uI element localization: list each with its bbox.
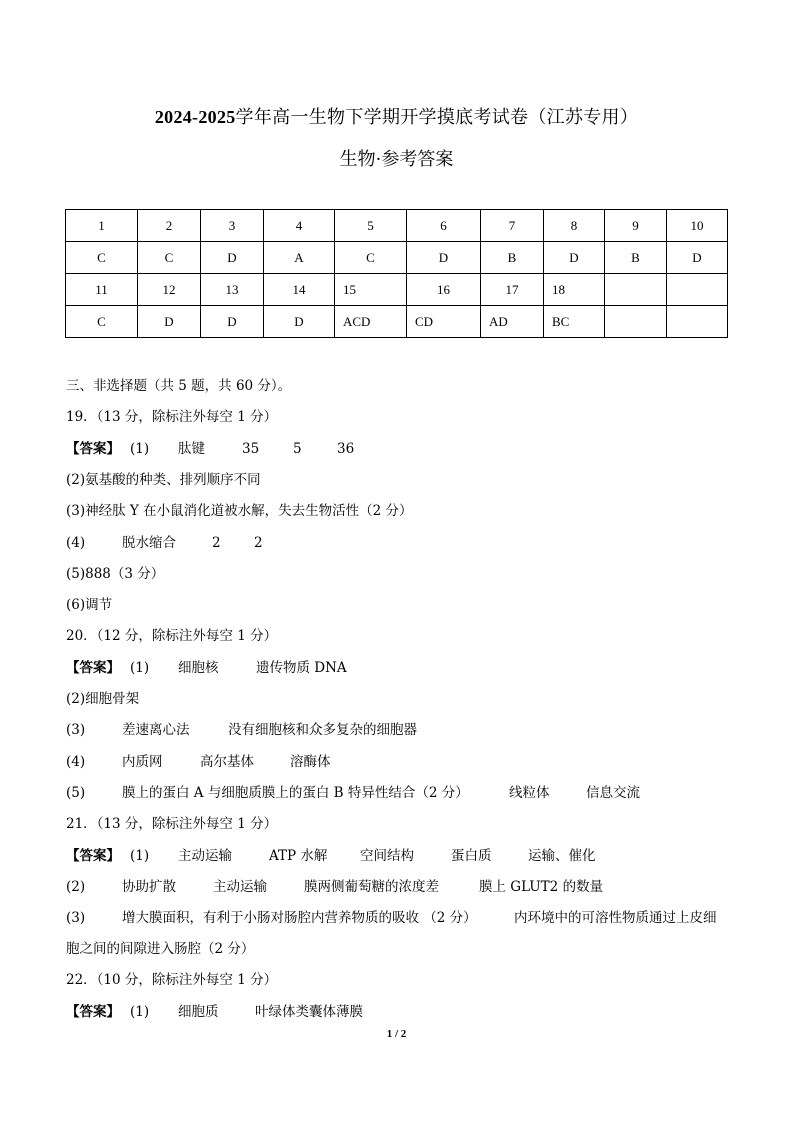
answer-20-2: (2)细胞骨架: [66, 691, 140, 707]
table-row: [66, 210, 728, 242]
table-cell: D: [138, 306, 201, 338]
page-number: 1 / 2: [386, 1028, 407, 1040]
table-cell: D: [544, 242, 605, 274]
table-cell: 15: [335, 274, 407, 306]
answer-21-1: 【答案】 (1) 主动运输 ATP 水解 空间结构 蛋白质 运输、催化: [66, 848, 596, 864]
answer-20-3: (3) 差速离心法 没有细胞核和众多复杂的细胞器: [66, 722, 417, 738]
page-subtitle: 生物·参考答案: [339, 149, 454, 170]
table-cell: C: [66, 242, 138, 274]
table-cell: 9: [605, 210, 667, 242]
table-cell: [605, 306, 667, 338]
answer-20-1: 【答案】 (1) 细胞核 遗传物质 DNA: [66, 660, 347, 676]
table-cell: D: [201, 242, 264, 274]
table-cell: [605, 274, 667, 306]
table-cell: C: [138, 242, 201, 274]
question-header-19: 19．（13 分，除标注外每空 1 分）: [66, 409, 278, 425]
answer-21-3-cont: 胞之间的间隙进入肠腔（2 分）: [66, 941, 255, 957]
table-cell: [667, 306, 728, 338]
table-cell: D: [407, 242, 481, 274]
answer-19-3: (3)神经肽 Y 在小鼠消化道被水解，失去生物活性（2 分）: [66, 503, 413, 519]
answer-21-2: (2) 协助扩散 主动运输 膜两侧葡萄糖的浓度差 膜上 GLUT2 的数量: [66, 879, 604, 895]
answer-22-1: 【答案】 (1) 细胞质 叶绿体类囊体薄膜: [66, 1004, 363, 1020]
answer-20-5: (5) 膜上的蛋白 A 与细胞质膜上的蛋白 B 特异性结合（2 分） 线粒体 信息交流: [66, 785, 640, 801]
table-cell: C: [66, 306, 138, 338]
table-cell: 6: [407, 210, 481, 242]
table-cell: D: [667, 242, 728, 274]
answer-19-2: (2)氨基酸的种类、排列顺序不同: [66, 472, 261, 488]
table-cell: D: [201, 306, 264, 338]
table-cell: 18: [544, 274, 605, 306]
table-cell: 7: [481, 210, 544, 242]
table-cell: 14: [264, 274, 335, 306]
table-cell: B: [481, 242, 544, 274]
table-cell: 10: [667, 210, 728, 242]
table-cell: 16: [407, 274, 481, 306]
table-cell: [667, 274, 728, 306]
table-cell: 12: [138, 274, 201, 306]
table-cell: CD: [407, 306, 481, 338]
answer-19-1: 【答案】 (1) 肽键 35 5 36: [66, 441, 355, 457]
table-cell: 13: [201, 274, 264, 306]
question-header-21: 21．（13 分，除标注外每空 1 分）: [66, 816, 278, 832]
table-cell: 11: [66, 274, 138, 306]
table-cell: 3: [201, 210, 264, 242]
table-cell: C: [335, 242, 407, 274]
table-row: [66, 242, 728, 274]
table-cell: 5: [335, 210, 407, 242]
table-cell: BC: [544, 306, 605, 338]
table-row: [66, 306, 728, 338]
question-header-20: 20．（12 分，除标注外每空 1 分）: [66, 628, 278, 644]
table-cell: AD: [481, 306, 544, 338]
page-title: 2024-2025学年高一生物下学期开学摸底考试卷（江苏专用）: [154, 107, 639, 128]
answer-19-6: (6)调节: [66, 597, 113, 613]
table-cell: 4: [264, 210, 335, 242]
section-heading: 三、非选择题（共 5 题，共 60 分）。: [66, 378, 292, 394]
table-cell: D: [264, 306, 335, 338]
answer-table: [65, 209, 728, 338]
question-header-22: 22．（10 分，除标注外每空 1 分）: [66, 972, 278, 988]
table-cell: ACD: [335, 306, 407, 338]
answer-20-4: (4) 内质网 高尔基体 溶酶体: [66, 754, 331, 770]
table-cell: 1: [66, 210, 138, 242]
table-cell: 8: [544, 210, 605, 242]
answer-21-3: (3) 增大膜面积，有利于小肠对肠腔内营养物质的吸收 （2 分） 内环境中的可溶性物质通过上皮细: [66, 910, 717, 926]
table-row: [66, 274, 728, 306]
table-cell: 2: [138, 210, 201, 242]
answer-19-4: (4) 脱水缩合 2 2: [66, 535, 263, 551]
table-cell: 17: [481, 274, 544, 306]
table-cell: B: [605, 242, 667, 274]
answer-19-5: (5)888（3 分）: [66, 566, 165, 582]
table-cell: A: [264, 242, 335, 274]
